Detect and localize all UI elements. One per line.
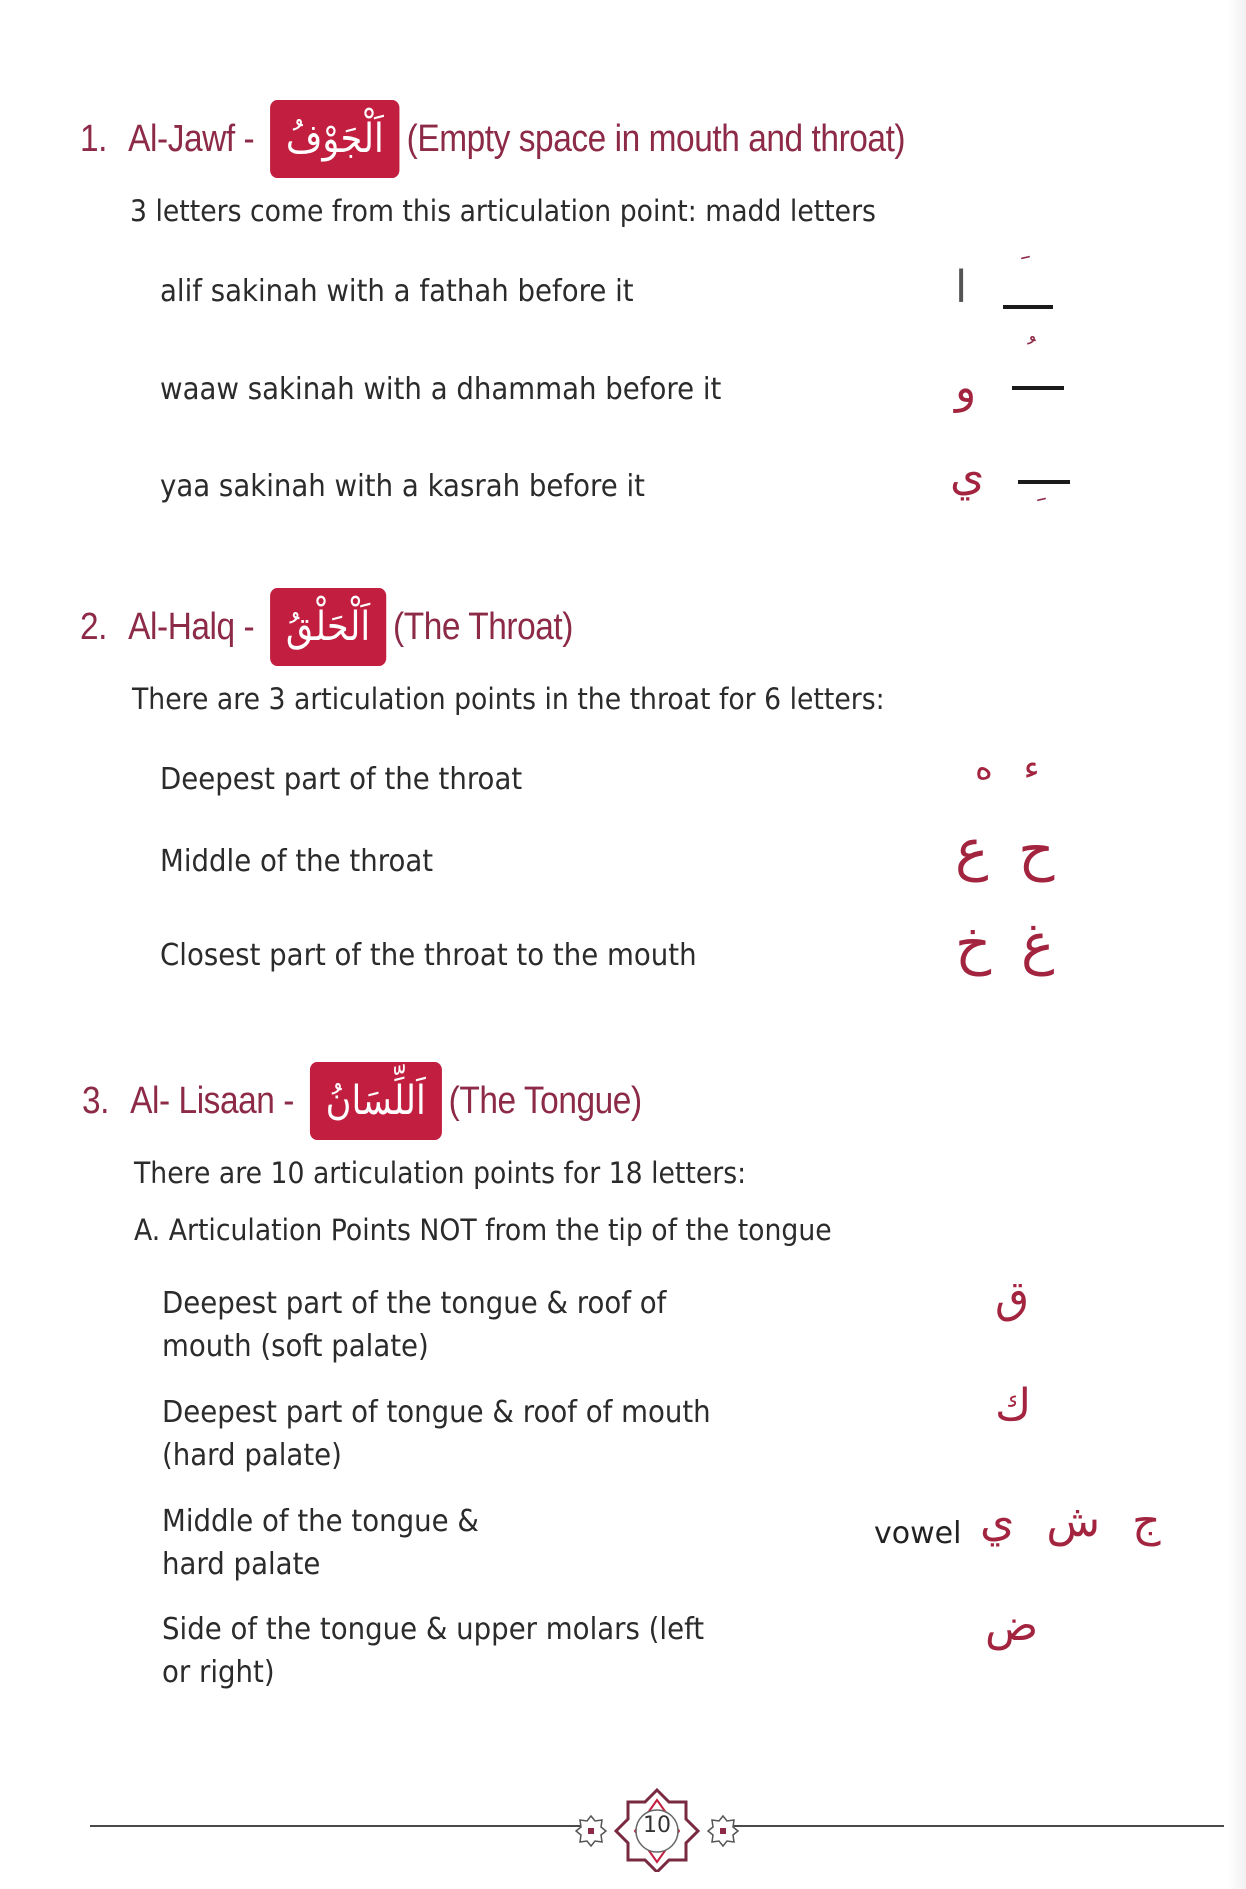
footer-rule-left [90, 1825, 582, 1827]
page-number: 10 [643, 1813, 671, 1838]
row-label: yaa sakinah with a kasrah before it [160, 469, 645, 504]
small-star-ornament-right-icon [708, 1816, 738, 1846]
title-separator: - [243, 117, 255, 160]
row-label-line1: Deepest part of tongue & roof of mouth [162, 1395, 711, 1430]
section-intro: 3 letters come from this articulation point: madd letters [130, 194, 876, 228]
arabic-letter: ا [955, 262, 968, 313]
page-edge-shadow [1228, 0, 1246, 1889]
section-number: 3. [82, 1079, 110, 1122]
section-intro: There are 10 articulation points for 18 letters: [134, 1156, 747, 1190]
arabic-letter: ق [995, 1272, 1030, 1323]
row-label: Deepest part of the throat [160, 762, 523, 797]
arabic-letters: غ خ [955, 912, 1055, 977]
row-label-line1: Side of the tongue & upper molars (left [162, 1612, 705, 1647]
section-title: Al- Lisaan [130, 1079, 275, 1122]
row-label: Closest part of the throat to the mouth [160, 938, 697, 973]
title-separator: - [243, 605, 255, 648]
arabic-letters: ء ه [975, 748, 1040, 788]
section-heading-al-jawf [80, 100, 905, 178]
section-number: 2. [80, 605, 108, 648]
small-star-ornament-left-icon [576, 1816, 606, 1846]
row-label: alif sakinah with a fathah before it [160, 274, 634, 309]
arabic-letters: ح ع [955, 818, 1055, 883]
row-label-line2: (hard palate) [162, 1438, 342, 1473]
articulation-row [160, 368, 721, 411]
articulation-row [162, 1391, 711, 1477]
articulation-row [160, 934, 697, 977]
row-label-line2: or right) [162, 1655, 275, 1690]
row-label-line1: Middle of the tongue & [162, 1504, 479, 1539]
arabic-letter: ي [950, 450, 985, 501]
footer-rule-right [732, 1825, 1224, 1827]
arabic-letter: و [955, 362, 977, 413]
articulation-row [160, 758, 522, 801]
articulation-row [162, 1608, 704, 1694]
arabic-letters: ج ش ي [980, 1496, 1161, 1547]
section-number: 1. [80, 117, 108, 160]
section-subtitle: (Empty space in mouth and throat) [406, 117, 906, 160]
row-label-line2: mouth (soft palate) [162, 1329, 429, 1364]
articulation-row [160, 270, 634, 313]
articulation-row [162, 1500, 479, 1586]
row-label-line1: Deepest part of the tongue & roof of [162, 1286, 667, 1321]
title-separator: - [283, 1079, 294, 1122]
articulation-row [162, 1282, 666, 1368]
row-label-line2: hard palate [162, 1547, 321, 1582]
letter-placeholder-dash [1003, 305, 1053, 309]
articulation-row [160, 840, 433, 883]
letter-placeholder-dash [1012, 386, 1064, 390]
letter-placeholder-dash [1018, 480, 1070, 484]
section-subtitle: (The Throat) [393, 605, 573, 648]
section-intro: There are 3 articulation points in the throat for 6 letters: [132, 682, 885, 716]
arabic-title-badge: اَلْجَوْفُ [270, 100, 400, 178]
arabic-title-badge: اَلْحَلْقُ [270, 588, 386, 666]
section-subtitle: (The Tongue) [448, 1079, 642, 1122]
vowel-note: vowel [874, 1516, 962, 1551]
articulation-row [160, 465, 645, 508]
arabic-letter: ك [995, 1380, 1032, 1431]
row-label: waaw sakinah with a dhammah before it [160, 372, 722, 407]
section-title: Al-Halq [128, 605, 235, 648]
section-subheading: A. Articulation Points NOT from the tip of the tongue [134, 1213, 832, 1247]
section-heading-al-halq [80, 588, 573, 666]
row-label: Middle of the throat [160, 844, 434, 879]
section-title: Al-Jawf [128, 117, 235, 160]
section-heading-al-lisaan [82, 1062, 642, 1140]
arabic-letter: ض [985, 1600, 1039, 1651]
arabic-title-badge: اَللِّسَانُ [310, 1062, 442, 1140]
